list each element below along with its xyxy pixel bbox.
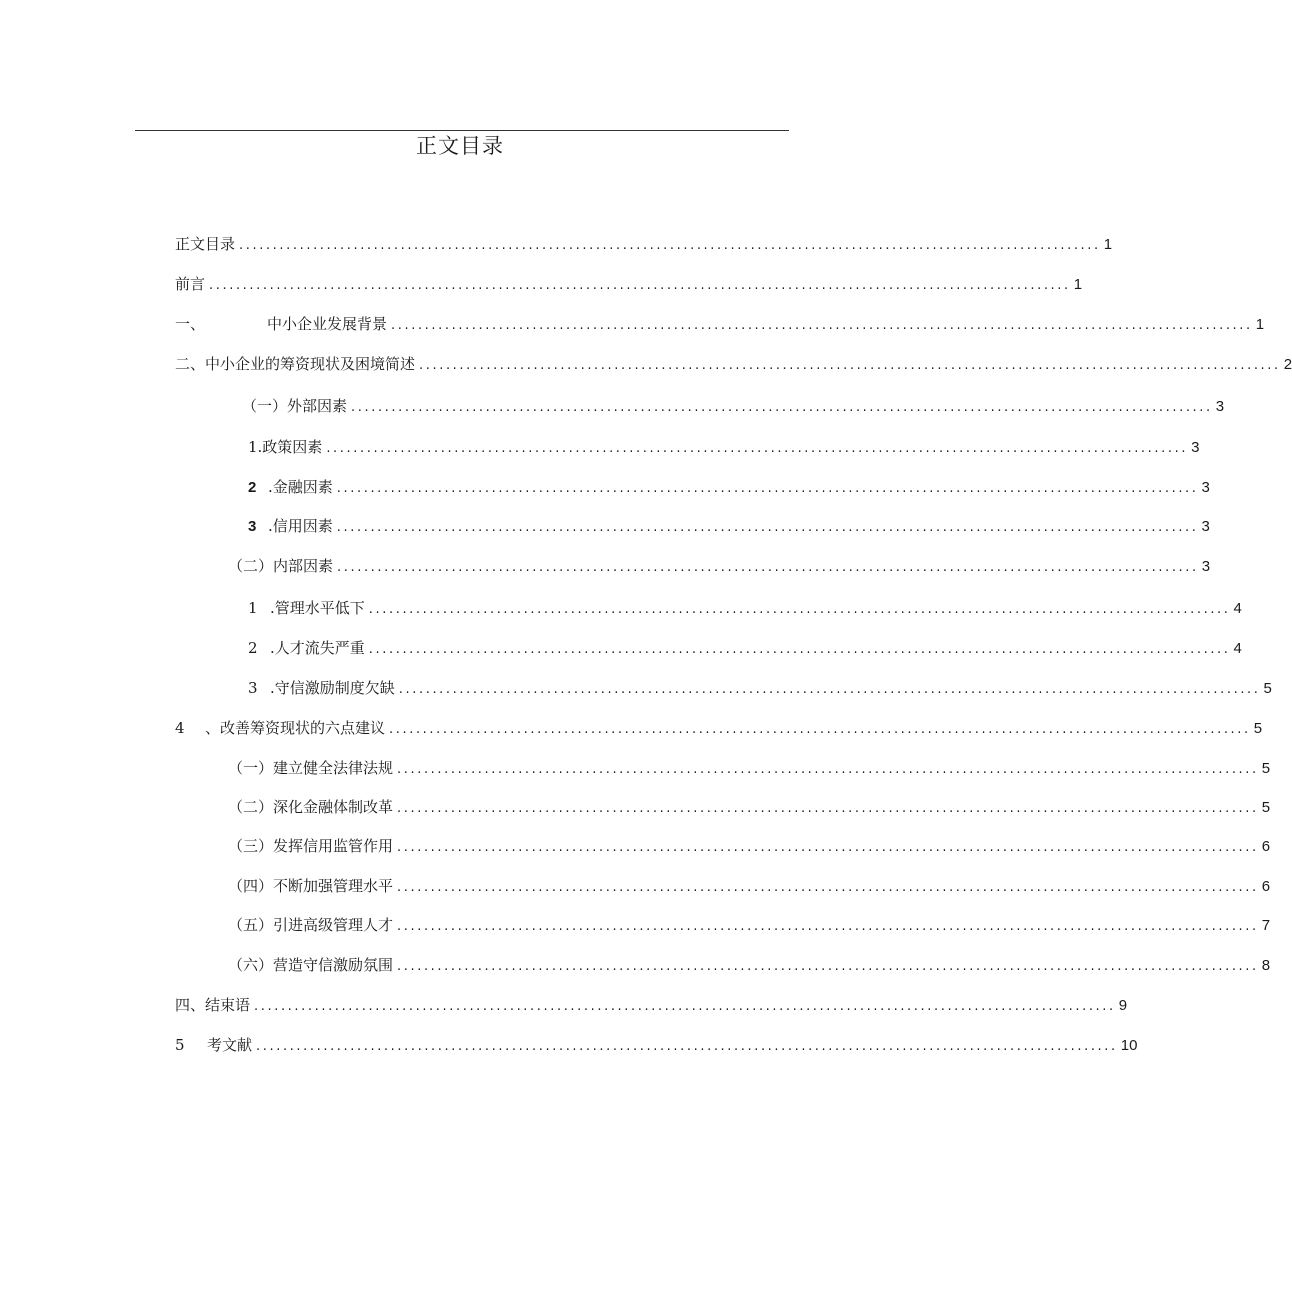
toc-entry-title: （六）营造守信激励氛围 [228,956,394,974]
toc-entry[interactable] [175,1033,1138,1057]
toc-page-number: 3 [1201,518,1210,535]
toc-page-number: 5 [1263,680,1272,697]
toc-entry-title: （二）内部因素 [228,557,334,575]
toc-entry-title: （四）不断加强管理水平 [228,877,394,895]
toc-dot-leader: ................................................................................................................................ [398,682,1261,697]
toc-page-number: 8 [1261,957,1271,974]
toc-entry[interactable] [228,834,1271,858]
toc-dot-leader: ................................................................................................................................ [254,999,1116,1014]
toc-entry[interactable] [242,394,1225,418]
toc-entry-title: 二、中小企业的筹资现状及困境简述 [175,355,416,373]
toc-page-number: 4 [1233,640,1242,657]
toc-entry-number: 2 [248,479,257,496]
toc-entry-number: 3 [248,679,258,697]
toc-page-number: 9 [1118,997,1128,1014]
toc-dot-leader: ................................................................................................................................ [368,602,1231,617]
toc-entry-number: 一、 [175,315,206,333]
toc-entry[interactable] [228,554,1211,578]
toc-entry-number: 2 [248,639,258,657]
toc-entry[interactable] [228,913,1271,937]
toc-entry-title: （五）引进高级管理人才 [228,916,394,934]
toc-entry[interactable] [175,312,1265,336]
toc-entry-title: .守信激励制度欠缺 [270,679,395,697]
toc-entry-title: .人才流失严重 [270,639,365,657]
toc-entry[interactable] [175,716,1263,740]
toc-page-number: 3 [1215,398,1225,415]
toc-entry-title: 前言 [175,275,206,293]
toc-dot-leader: ................................................................................................................................ [389,722,1251,737]
toc-page-number: 6 [1261,878,1271,895]
toc-entry[interactable] [175,352,1292,376]
toc-entry-title: .信用因素 [268,517,333,535]
toc-page-number: 3 [1191,439,1200,456]
toc-entry-title: （一）外部因素 [242,397,348,415]
toc-entry[interactable] [248,596,1242,620]
toc-dot-leader: ................................................................................................................................ [419,358,1281,373]
toc-dot-leader: ................................................................................................................................ [391,318,1253,333]
toc-entry[interactable] [228,756,1271,780]
toc-page-number: 1 [1255,316,1265,333]
toc-dot-leader: ................................................................................................................................ [256,1039,1118,1054]
toc-entry-title: 考文献 [207,1036,253,1054]
toc-page-number: 6 [1261,838,1271,855]
toc-entry-title: 1.政策因素 [248,438,323,456]
toc-dot-leader: ................................................................................................................................ [326,441,1189,456]
toc-page-number: 1 [1073,276,1083,293]
toc-entry-title: （二）深化金融体制改革 [228,798,394,816]
toc-entry-title: 正文目录 [175,235,236,253]
toc-page-number: 5 [1261,799,1271,816]
toc-page-number: 7 [1261,917,1271,934]
toc-entry[interactable] [248,435,1200,459]
toc-entry-number: 4 [175,719,185,737]
toc-entry-title: 中小企业发展背景 [267,315,388,333]
toc-entry[interactable] [175,272,1083,296]
toc-page-number: 2 [1283,356,1292,373]
toc-entry-title: .管理水平低下 [270,599,365,617]
toc-dot-leader: ................................................................................................................................ [337,560,1199,575]
toc-entry[interactable] [175,232,1113,256]
toc-page-number: 5 [1253,720,1263,737]
toc-dot-leader: ................................................................................................................................ [397,840,1259,855]
toc-entry-number: 5 [175,1036,185,1054]
toc-entry[interactable] [228,795,1271,819]
toc-dot-leader: ................................................................................................................................ [397,801,1259,816]
toc-entry[interactable] [228,953,1271,977]
toc-dot-leader: ................................................................................................................................ [397,762,1259,777]
toc-entry-number: 3 [248,518,257,535]
toc-page-number: 1 [1103,236,1113,253]
toc-dot-leader: ................................................................................................................................ [209,278,1071,293]
toc-entry[interactable] [248,514,1210,538]
toc-page-number: 4 [1233,600,1242,617]
toc-entry[interactable] [248,636,1242,660]
toc-page-number: 3 [1201,479,1210,496]
toc-entry[interactable] [248,475,1210,499]
toc-entry-title: （三）发挥信用监管作用 [228,837,394,855]
toc-dot-leader: ................................................................................................................................ [397,919,1259,934]
toc-dot-leader: ................................................................................................................................ [368,642,1231,657]
toc-dot-leader: ................................................................................................................................ [239,238,1101,253]
toc-entry[interactable] [228,874,1271,898]
page-title: 正文目录 [416,134,504,158]
toc-entry-title: （一）建立健全法律法规 [228,759,394,777]
toc-entry[interactable] [175,993,1128,1017]
toc-dot-leader: ................................................................................................................................ [351,400,1213,415]
toc-entry-title: .金融因素 [268,478,333,496]
toc-entry-number: 1 [248,599,258,617]
toc-dot-leader: ................................................................................................................................ [336,481,1199,496]
toc-dot-leader: ................................................................................................................................ [397,959,1259,974]
toc-page-number: 5 [1261,760,1271,777]
toc-dot-leader: ................................................................................................................................ [336,520,1199,535]
toc-page-number: 3 [1201,558,1211,575]
toc-entry-title: 、改善筹资现状的六点建议 [205,719,386,737]
toc-entry[interactable] [248,676,1272,700]
toc-entry-title: 四、结束语 [175,996,251,1014]
toc-page-number: 10 [1120,1037,1138,1054]
toc-dot-leader: ................................................................................................................................ [397,880,1259,895]
